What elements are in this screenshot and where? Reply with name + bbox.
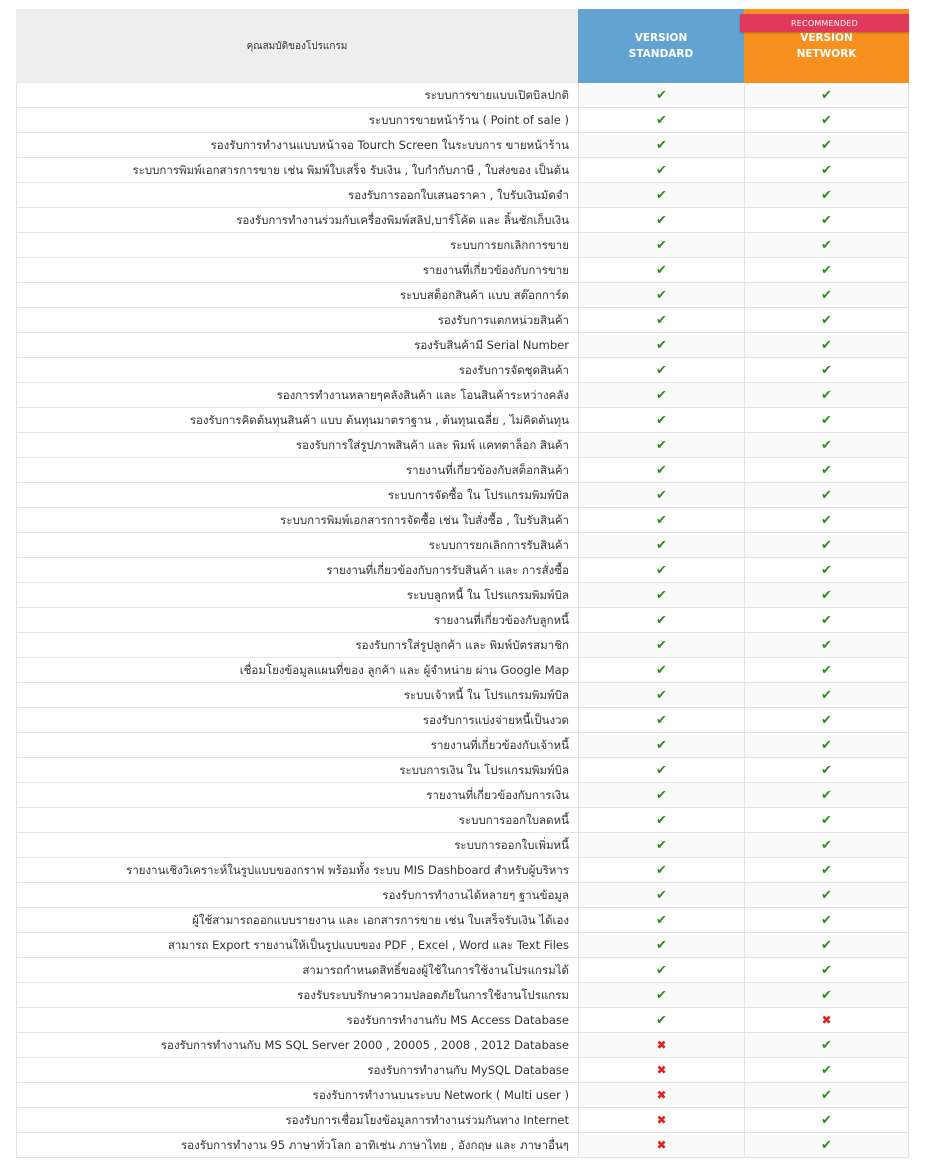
check-icon: ✔ bbox=[821, 362, 832, 378]
table-row bbox=[16, 1058, 909, 1083]
table-row bbox=[16, 83, 909, 108]
table-row bbox=[16, 358, 909, 383]
network-cell bbox=[744, 483, 909, 507]
table-row bbox=[16, 283, 909, 308]
feature-label: รายงานที่เกี่ยวข้องกับสต็อกสินค้า bbox=[16, 458, 578, 482]
feature-label: ระบบการพิมพ์เอกสารการจัดซื้อ เช่น ใบสั่งซื้อ , ใบรับสินค้า bbox=[16, 508, 578, 532]
check-icon: ✔ bbox=[821, 162, 832, 178]
table-row bbox=[16, 783, 909, 808]
standard-cell bbox=[578, 183, 744, 207]
table-row bbox=[16, 708, 909, 733]
standard-cell bbox=[578, 858, 744, 882]
standard-version-header bbox=[578, 9, 744, 83]
standard-cell bbox=[578, 458, 744, 482]
table-row bbox=[16, 908, 909, 933]
feature-label: ระบบเจ้าหนี้ ใน โปรแกรมพิมพ์บิล bbox=[16, 683, 578, 707]
check-icon: ✔ bbox=[656, 487, 667, 503]
network-cell bbox=[744, 883, 909, 907]
feature-label: รองการทำงานหลายๆคลังสินค้า และ โอนสินค้าระหว่างคลัง bbox=[16, 383, 578, 407]
check-icon: ✔ bbox=[821, 137, 832, 153]
check-icon: ✔ bbox=[821, 637, 832, 653]
check-icon: ✔ bbox=[656, 862, 667, 878]
standard-cell bbox=[578, 558, 744, 582]
check-icon: ✔ bbox=[656, 137, 667, 153]
check-icon: ✔ bbox=[821, 537, 832, 553]
check-icon: ✔ bbox=[656, 412, 667, 428]
cross-icon: ✖ bbox=[656, 1088, 667, 1102]
table-row bbox=[16, 308, 909, 333]
network-cell bbox=[744, 858, 909, 882]
feature-label: ผู้ใช้สามารถออกแบบรายงาน และ เอกสารการขาย เช่น ใบเสร็จรับเงิน ได้เอง bbox=[16, 908, 578, 932]
feature-label: รองรับการใส่รูปภาพสินค้า และ พิมพ์ แคทตาล็อก สินค้า bbox=[16, 433, 578, 457]
standard-cell bbox=[578, 983, 744, 1007]
check-icon: ✔ bbox=[821, 1037, 832, 1053]
table-row bbox=[16, 808, 909, 833]
check-icon: ✔ bbox=[821, 862, 832, 878]
check-icon: ✔ bbox=[656, 87, 667, 103]
table-row bbox=[16, 433, 909, 458]
network-cell bbox=[744, 1008, 909, 1032]
network-cell bbox=[744, 808, 909, 832]
table-row bbox=[16, 1033, 909, 1058]
check-icon: ✔ bbox=[821, 712, 832, 728]
table-row bbox=[16, 508, 909, 533]
standard-cell bbox=[578, 283, 744, 307]
standard-cell bbox=[578, 633, 744, 657]
network-header-line2: NETWORK bbox=[796, 48, 857, 60]
check-icon: ✔ bbox=[656, 362, 667, 378]
network-cell bbox=[744, 558, 909, 582]
check-icon: ✔ bbox=[821, 912, 832, 928]
feature-label: รองรับการทำงานกับ MS Access Database bbox=[16, 1008, 578, 1032]
network-cell bbox=[744, 1033, 909, 1057]
feature-label: รายงานที่เกี่ยวข้องกับการรับสินค้า และ การสั่งซื้อ bbox=[16, 558, 578, 582]
check-icon: ✔ bbox=[656, 162, 667, 178]
table-row bbox=[16, 608, 909, 633]
standard-cell bbox=[578, 833, 744, 857]
check-icon: ✔ bbox=[656, 1012, 667, 1028]
check-icon: ✔ bbox=[656, 187, 667, 203]
check-icon: ✔ bbox=[821, 87, 832, 103]
table-row bbox=[16, 108, 909, 133]
cross-icon: ✖ bbox=[656, 1113, 667, 1127]
check-icon: ✔ bbox=[821, 237, 832, 253]
feature-label: ระบบสต็อกสินค้า แบบ สต๊อกการ์ด bbox=[16, 283, 578, 307]
check-icon: ✔ bbox=[821, 962, 832, 978]
network-cell bbox=[744, 1108, 909, 1132]
check-icon: ✔ bbox=[656, 612, 667, 628]
table-row bbox=[16, 758, 909, 783]
check-icon: ✔ bbox=[656, 962, 667, 978]
network-cell bbox=[744, 108, 909, 132]
standard-cell bbox=[578, 883, 744, 907]
check-icon: ✔ bbox=[656, 662, 667, 678]
standard-cell bbox=[578, 1108, 744, 1132]
recommended-ribbon: RECOMMENDED bbox=[740, 14, 909, 32]
standard-cell bbox=[578, 258, 744, 282]
feature-label: ระบบลูกหนี้ ใน โปรแกรมพิมพ์บิล bbox=[16, 583, 578, 607]
table-row bbox=[16, 583, 909, 608]
check-icon: ✔ bbox=[821, 887, 832, 903]
network-cell bbox=[744, 1083, 909, 1107]
network-cell bbox=[744, 158, 909, 182]
table-row bbox=[16, 483, 909, 508]
feature-label: รองรับการทำงานแบบหน้าจอ Tourch Screen ในระบบการ ขายหน้าร้าน bbox=[16, 133, 578, 157]
cross-icon: ✖ bbox=[656, 1038, 667, 1052]
check-icon: ✔ bbox=[821, 562, 832, 578]
network-cell bbox=[744, 958, 909, 982]
network-cell bbox=[744, 533, 909, 557]
check-icon: ✔ bbox=[656, 512, 667, 528]
feature-label: รายงานที่เกี่ยวข้องกับลูกหนี้ bbox=[16, 608, 578, 632]
network-cell bbox=[744, 833, 909, 857]
network-cell bbox=[744, 683, 909, 707]
network-cell bbox=[744, 733, 909, 757]
table-row bbox=[16, 833, 909, 858]
table-row bbox=[16, 1008, 909, 1033]
feature-label: รองรับการใส่รูปลูกค้า และ พิมพ์บัตรสมาชิก bbox=[16, 633, 578, 657]
network-cell bbox=[744, 83, 909, 107]
check-icon: ✔ bbox=[821, 262, 832, 278]
check-icon: ✔ bbox=[656, 287, 667, 303]
feature-label: ระบบการยกเลิกการขาย bbox=[16, 233, 578, 257]
network-cell bbox=[744, 208, 909, 232]
network-cell bbox=[744, 258, 909, 282]
table-row bbox=[16, 333, 909, 358]
table-row bbox=[16, 158, 909, 183]
check-icon: ✔ bbox=[656, 262, 667, 278]
table-row bbox=[16, 458, 909, 483]
table-row bbox=[16, 733, 909, 758]
check-icon: ✔ bbox=[821, 462, 832, 478]
check-icon: ✔ bbox=[821, 687, 832, 703]
feature-label: รองรับการแบ่งจ่ายหนี้เป็นงวด bbox=[16, 708, 578, 732]
standard-cell bbox=[578, 233, 744, 257]
standard-cell bbox=[578, 333, 744, 357]
feature-label: ระบบการขายแบบเปิดบิลปกติ bbox=[16, 83, 578, 107]
check-icon: ✔ bbox=[821, 1062, 832, 1078]
feature-label: ระบบการพิมพ์เอกสารการขาย เช่น พิมพ์ใบเสร็จ รับเงิน , ใบกำกับภาษี , ใบส่งของ เป็นต้น bbox=[16, 158, 578, 182]
network-cell bbox=[744, 583, 909, 607]
check-icon: ✔ bbox=[656, 762, 667, 778]
feature-label: รองรับการออกใบเสนอราคา , ใบรับเงินมัดจำ bbox=[16, 183, 578, 207]
check-icon: ✔ bbox=[656, 387, 667, 403]
feature-label: รองรับระบบรักษาความปลอดภัยในการใช้งานโปรแกรม bbox=[16, 983, 578, 1007]
table-row bbox=[16, 983, 909, 1008]
network-cell bbox=[744, 633, 909, 657]
network-cell bbox=[744, 658, 909, 682]
check-icon: ✔ bbox=[821, 287, 832, 303]
standard-cell bbox=[578, 708, 744, 732]
table-row bbox=[16, 233, 909, 258]
standard-cell bbox=[578, 758, 744, 782]
check-icon: ✔ bbox=[656, 837, 667, 853]
standard-cell bbox=[578, 133, 744, 157]
network-cell bbox=[744, 233, 909, 257]
standard-cell bbox=[578, 608, 744, 632]
standard-cell bbox=[578, 383, 744, 407]
standard-cell bbox=[578, 108, 744, 132]
feature-label: รายงานที่เกี่ยวข้องกับการขาย bbox=[16, 258, 578, 282]
check-icon: ✔ bbox=[656, 212, 667, 228]
table-row bbox=[16, 883, 909, 908]
network-cell bbox=[744, 1133, 909, 1157]
network-cell bbox=[744, 783, 909, 807]
check-icon: ✔ bbox=[821, 337, 832, 353]
table-row bbox=[16, 858, 909, 883]
feature-label: สามารถกำหนดสิทธิ์ของผู้ใช้ในการใช้งานโปรแกรมได้ bbox=[16, 958, 578, 982]
cross-icon: ✖ bbox=[656, 1063, 667, 1077]
standard-cell bbox=[578, 83, 744, 107]
check-icon: ✔ bbox=[821, 587, 832, 603]
network-cell bbox=[744, 758, 909, 782]
feature-label: รองรับการทำงานบนระบบ Network ( Multi user ) bbox=[16, 1083, 578, 1107]
table-row bbox=[16, 133, 909, 158]
standard-cell bbox=[578, 958, 744, 982]
table-row bbox=[16, 958, 909, 983]
network-cell bbox=[744, 383, 909, 407]
check-icon: ✔ bbox=[821, 387, 832, 403]
standard-cell bbox=[578, 358, 744, 382]
table-row bbox=[16, 383, 909, 408]
check-icon: ✔ bbox=[821, 437, 832, 453]
check-icon: ✔ bbox=[656, 312, 667, 328]
table-row bbox=[16, 933, 909, 958]
standard-cell bbox=[578, 908, 744, 932]
standard-cell bbox=[578, 808, 744, 832]
feature-label: รองรับการทำงานกับ MySQL Database bbox=[16, 1058, 578, 1082]
table-row bbox=[16, 633, 909, 658]
table-body bbox=[16, 83, 909, 1158]
standard-cell bbox=[578, 1083, 744, 1107]
feature-label: ระบบการออกใบลดหนี้ bbox=[16, 808, 578, 832]
table-row bbox=[16, 683, 909, 708]
table-header bbox=[16, 9, 909, 83]
standard-header-line2: STANDARD bbox=[628, 48, 694, 60]
standard-cell bbox=[578, 308, 744, 332]
network-cell bbox=[744, 358, 909, 382]
table-row bbox=[16, 1108, 909, 1133]
feature-label: รองรับการจัดชุดสินค้า bbox=[16, 358, 578, 382]
network-cell bbox=[744, 133, 909, 157]
standard-cell bbox=[578, 583, 744, 607]
standard-cell bbox=[578, 483, 744, 507]
standard-cell bbox=[578, 433, 744, 457]
table-row bbox=[16, 208, 909, 233]
network-cell bbox=[744, 983, 909, 1007]
check-icon: ✔ bbox=[656, 937, 667, 953]
feature-label: ระบบการเงิน ใน โปรแกรมพิมพ์บิล bbox=[16, 758, 578, 782]
feature-label: รองรับการแตกหน่วยสินค้า bbox=[16, 308, 578, 332]
check-icon: ✔ bbox=[656, 587, 667, 603]
check-icon: ✔ bbox=[821, 487, 832, 503]
standard-header-line1: VERSION bbox=[634, 32, 688, 44]
feature-column-header: คุณสมบัติของโปรแกรม bbox=[16, 9, 578, 83]
check-icon: ✔ bbox=[821, 987, 832, 1003]
feature-label: รองรับการเชื่อมโยงข้อมูลการทำงานร่วมกันทาง Internet bbox=[16, 1108, 578, 1132]
table-row bbox=[16, 408, 909, 433]
check-icon: ✔ bbox=[821, 512, 832, 528]
check-icon: ✔ bbox=[821, 212, 832, 228]
standard-cell bbox=[578, 683, 744, 707]
feature-label: ระบบการจัดซื้อ ใน โปรแกรมพิมพ์บิล bbox=[16, 483, 578, 507]
table-row bbox=[16, 183, 909, 208]
feature-label: รองรับสินค้ามี Serial Number bbox=[16, 333, 578, 357]
table-row bbox=[16, 258, 909, 283]
check-icon: ✔ bbox=[821, 312, 832, 328]
feature-label: สามารถ Export รายงานให้เป็นรูปแบบของ PDF , Excel , Word และ Text Files bbox=[16, 933, 578, 957]
feature-label: ระบบการยกเลิกการรับสินค้า bbox=[16, 533, 578, 557]
check-icon: ✔ bbox=[656, 637, 667, 653]
network-cell bbox=[744, 708, 909, 732]
standard-cell bbox=[578, 1033, 744, 1057]
standard-cell bbox=[578, 158, 744, 182]
standard-cell bbox=[578, 1133, 744, 1157]
table-row bbox=[16, 1133, 909, 1158]
check-icon: ✔ bbox=[821, 1112, 832, 1128]
check-icon: ✔ bbox=[821, 1087, 832, 1103]
table-row bbox=[16, 658, 909, 683]
check-icon: ✔ bbox=[656, 562, 667, 578]
check-icon: ✔ bbox=[821, 1137, 832, 1153]
check-icon: ✔ bbox=[656, 887, 667, 903]
feature-label: ระบบการขายหน้าร้าน ( Point of sale ) bbox=[16, 108, 578, 132]
feature-label: รองรับการทำงาน 95 ภาษาทั่วโลก อาทิเช่น ภาษาไทย , อังกฤษ และ ภาษาอื่นๆ bbox=[16, 1133, 578, 1157]
network-cell bbox=[744, 333, 909, 357]
network-cell bbox=[744, 1058, 909, 1082]
standard-cell bbox=[578, 783, 744, 807]
network-cell bbox=[744, 933, 909, 957]
feature-label: ระบบการออกใบเพิ่มหนี้ bbox=[16, 833, 578, 857]
network-cell bbox=[744, 458, 909, 482]
standard-cell bbox=[578, 1058, 744, 1082]
check-icon: ✔ bbox=[821, 837, 832, 853]
standard-cell bbox=[578, 658, 744, 682]
network-cell bbox=[744, 308, 909, 332]
check-icon: ✔ bbox=[821, 937, 832, 953]
table-row bbox=[16, 558, 909, 583]
comparison-table bbox=[16, 9, 909, 1158]
standard-cell bbox=[578, 208, 744, 232]
network-cell bbox=[744, 283, 909, 307]
check-icon: ✔ bbox=[656, 537, 667, 553]
network-cell bbox=[744, 908, 909, 932]
check-icon: ✔ bbox=[821, 737, 832, 753]
check-icon: ✔ bbox=[656, 712, 667, 728]
check-icon: ✔ bbox=[821, 612, 832, 628]
check-icon: ✔ bbox=[656, 437, 667, 453]
standard-cell bbox=[578, 508, 744, 532]
network-cell bbox=[744, 408, 909, 432]
feature-label: รายงานที่เกี่ยวข้องกับการเงิน bbox=[16, 783, 578, 807]
check-icon: ✔ bbox=[656, 337, 667, 353]
network-header-line1: VERSION bbox=[800, 32, 853, 44]
check-icon: ✔ bbox=[821, 112, 832, 128]
feature-label: รองรับการทำงานได้หลายๆ ฐานข้อมูล bbox=[16, 883, 578, 907]
check-icon: ✔ bbox=[821, 662, 832, 678]
check-icon: ✔ bbox=[821, 787, 832, 803]
check-icon: ✔ bbox=[656, 237, 667, 253]
cross-icon: ✖ bbox=[821, 1013, 832, 1027]
standard-cell bbox=[578, 533, 744, 557]
feature-label: รองรับการทำงานร่วมกับเครื่องพิมพ์สลิป,บาร์โค้ด และ ลิ้นชักเก็บเงิน bbox=[16, 208, 578, 232]
check-icon: ✔ bbox=[656, 737, 667, 753]
feature-label: รองรับการทำงานกับ MS SQL Server 2000 , 20005 , 2008 , 2012 Database bbox=[16, 1033, 578, 1057]
network-cell bbox=[744, 608, 909, 632]
check-icon: ✔ bbox=[821, 412, 832, 428]
standard-cell bbox=[578, 408, 744, 432]
check-icon: ✔ bbox=[821, 187, 832, 203]
feature-label: เชื่อมโยงข้อมูลแผนที่ของ ลูกค้า และ ผู้จำหน่าย ผ่าน Google Map bbox=[16, 658, 578, 682]
network-cell bbox=[744, 183, 909, 207]
standard-cell bbox=[578, 733, 744, 757]
network-cell bbox=[744, 433, 909, 457]
network-cell bbox=[744, 508, 909, 532]
feature-label: รายงานที่เกี่ยวข้องกับเจ้าหนี้ bbox=[16, 733, 578, 757]
check-icon: ✔ bbox=[656, 462, 667, 478]
feature-label: รายงานเชิงวิเคราะห์ในรูปแบบของกราฟ พร้อมทั้ง ระบบ MIS Dashboard สำหรับผู้บริหาร bbox=[16, 858, 578, 882]
standard-cell bbox=[578, 1008, 744, 1032]
check-icon: ✔ bbox=[656, 912, 667, 928]
check-icon: ✔ bbox=[656, 787, 667, 803]
check-icon: ✔ bbox=[821, 812, 832, 828]
standard-cell bbox=[578, 933, 744, 957]
table-row bbox=[16, 1083, 909, 1108]
check-icon: ✔ bbox=[656, 812, 667, 828]
table-row bbox=[16, 533, 909, 558]
check-icon: ✔ bbox=[656, 687, 667, 703]
check-icon: ✔ bbox=[656, 987, 667, 1003]
cross-icon: ✖ bbox=[656, 1138, 667, 1152]
check-icon: ✔ bbox=[821, 762, 832, 778]
feature-label: รองรับการคิดต้นทุนสินค้า แบบ ต้นทุนมาตราฐาน , ต้นทุนเฉลี่ย , ไม่คิดต้นทุน bbox=[16, 408, 578, 432]
check-icon: ✔ bbox=[656, 112, 667, 128]
